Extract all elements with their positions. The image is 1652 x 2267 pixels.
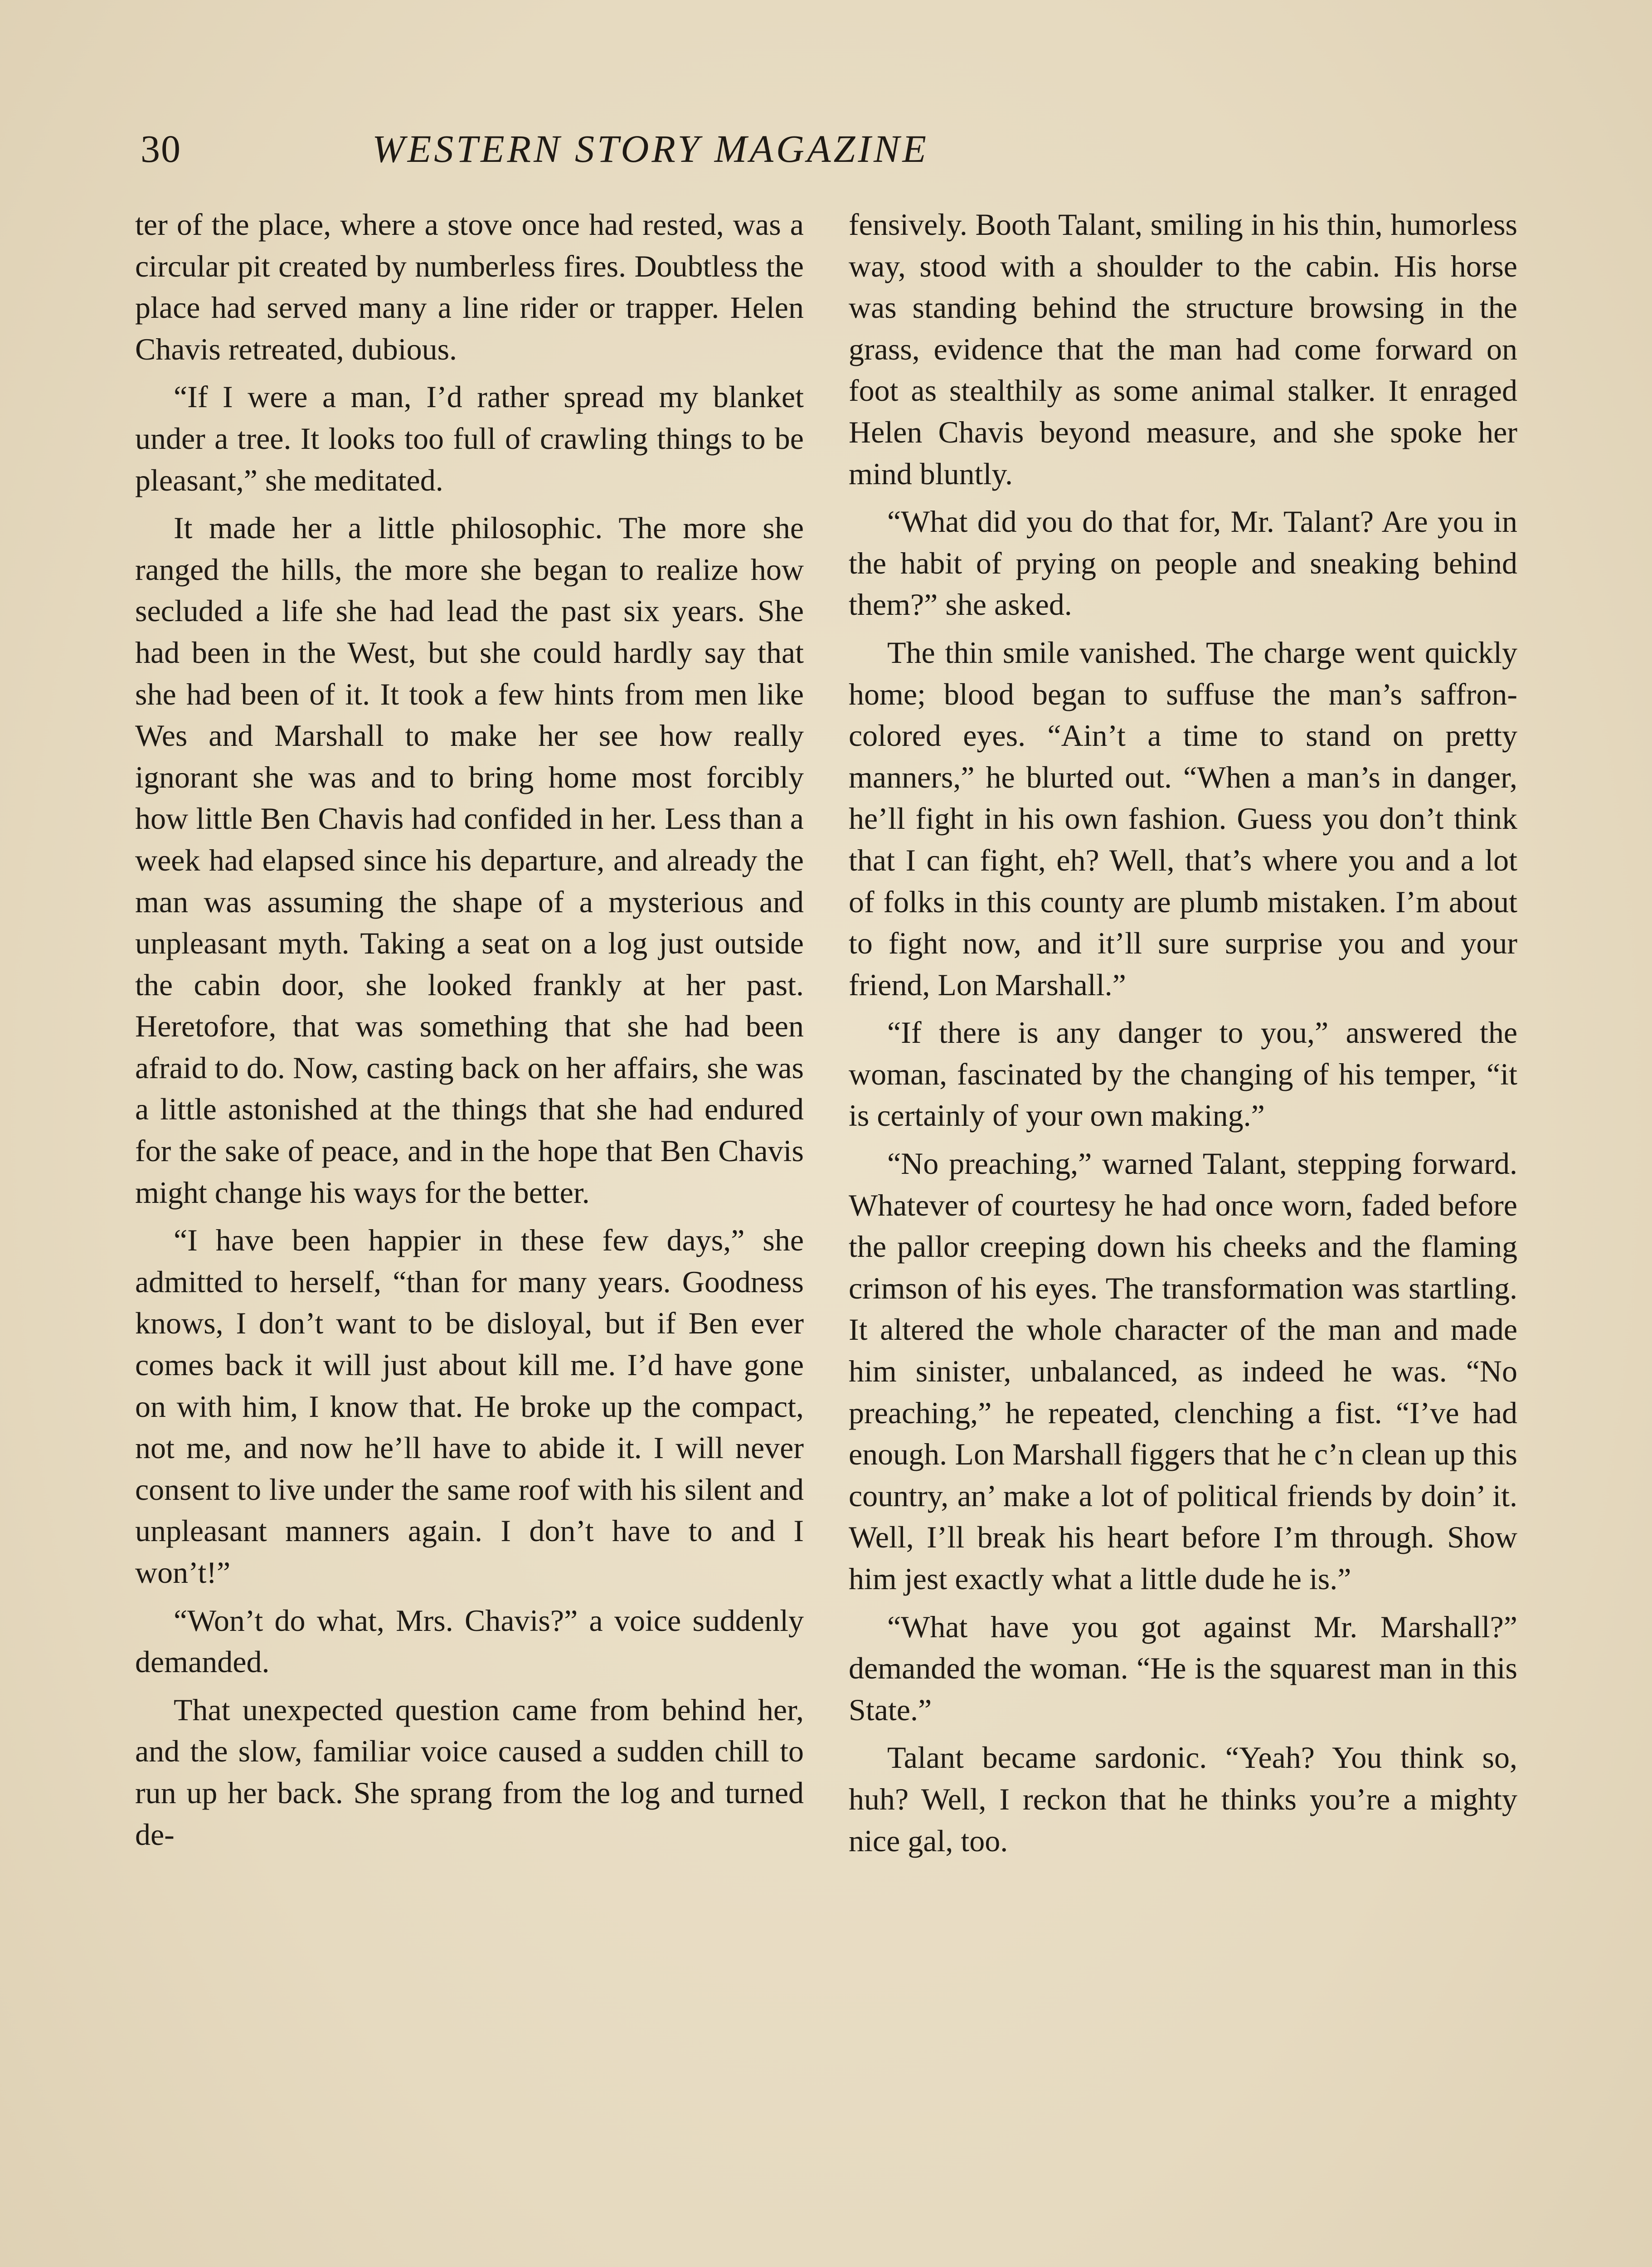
paragraph: “Won’t do what, Mrs. Chavis?” a voice suddenly demanded. — [135, 1603, 804, 1679]
paragraph: “What did you do that for, Mr. Talant? Are you in the habit of prying on people and sneaking behind them?” she asked. — [849, 504, 1517, 622]
paragraph: It made her a little philosophic. The more she ranged the hills, the more she began to realize how secluded a life she had lead the past six years. She had been in the West, but she could hardly say that she had been of it. It took a few hints from men like Wes and Marshall to make her see how really ignorant she was and to bring home most forcibly how little Ben Chavis had confided in her. Less than a week had elapsed since his departure, and already the man was assuming the shape of a mysterious and unpleasant myth. Taking a seat on a log just outside the cabin door, she looked frankly at her past. Heretofore, that was something that she had been afraid to do. Now, casting back on her affairs, she was a little astonished at the things that she had endured for the sake of peace, and in the hope that Ben Chavis might change his ways for the better. — [135, 511, 804, 1210]
paragraph: That unexpected question came from behind her, and the slow, familiar voice caused a sudden chill to run up her back. She sprang from the log and turned de- — [135, 1692, 804, 1852]
running-header — [141, 122, 1161, 176]
page-number: 30 — [141, 127, 181, 170]
left-text-column — [135, 204, 804, 1855]
paragraph: “No preaching,” warned Talant, stepping forward. Whatever of courtesy he had once worn, faded before the pallor creeping down his cheeks and the flaming crimson of his eyes. The transformation was startling. It altered the whole character of the man and made him sinister, unbalanced, as indeed he was. “No preaching,” he repeated, clenching a fist. “I’ve had enough. Lon Marshall figgers that he c’n clean up this country, an’ make a lot of political friends by doin’ it. Well, I’ll break his heart before I’m through. Show him jest exactly what a little dude he is.” — [849, 1146, 1517, 1596]
paragraph: “I have been happier in these few days,” she admitted to herself, “than for many years. Goodness knows, I don’t want to be disloyal, but if Ben ever comes back it will just about kill me. I’d have gone on with him, I know that. He broke up the compact, not me, and now he’ll have to abide it. I will never consent to live under the same roof with his silent and unpleasant manners again. I don’t have to and I won’t!” — [135, 1223, 804, 1590]
magazine-title: WESTERN STORY MAGAZINE — [372, 127, 929, 170]
paragraph: Talant became sardonic. “Yeah? You think so, huh? Well, I reckon that he thinks you’re a mighty nice gal, too. — [849, 1740, 1517, 1858]
paragraph: The thin smile vanished. The charge went quickly home; blood began to suffuse the man’s saffron-colored eyes. “Ain’t a time to stand on pretty manners,” he blurted out. “When a man’s in danger, he’ll fight in his own fashion. Guess you don’t think that I can fight, eh? Well, that’s where you and a lot of folks in this county are plumb mistaken. I’m about to fight now, and it’ll sure surprise you and your friend, Lon Marshall.” — [849, 635, 1517, 1002]
right-text-column — [849, 204, 1517, 1862]
paragraph: “What have you got against Mr. Marshall?” demanded the woman. “He is the squarest man in this State.” — [849, 1609, 1517, 1727]
paragraph: fensively. Booth Talant, smiling in his thin, humorless way, stood with a shoulder to the cabin. His horse was standing behind the structure browsing in the grass, evidence that the man had come forward on foot as stealthily as some animal stalker. It enraged Helen Chavis beyond measure, and she spoke her mind bluntly. — [849, 207, 1517, 491]
paragraph: “If I were a man, I’d rather spread my blanket under a tree. It looks too full of crawling things to be pleasant,” she meditated. — [135, 379, 804, 497]
paragraph: ter of the place, where a stove once had rested, was a circular pit created by numberless fires. Doubtless the place had served many a line rider or trapper. Helen Chavis retreated, dubious. — [135, 207, 804, 366]
paragraph: “If there is any danger to you,” answered the woman, fascinated by the changing of his temper, “it is certainly of your own making.” — [849, 1015, 1517, 1133]
